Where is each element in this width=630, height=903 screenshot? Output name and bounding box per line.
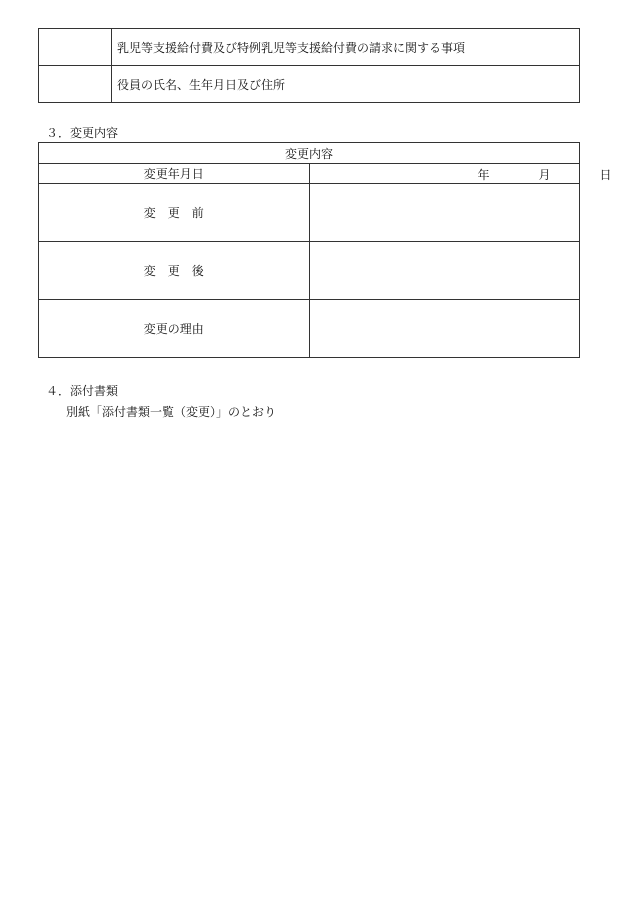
- change-date-label: 変更年月日: [39, 164, 310, 184]
- section-4-heading: ４．添付書類: [46, 384, 119, 398]
- item-label-cell: [39, 29, 112, 66]
- after-change-label: 変 更 後: [39, 242, 310, 300]
- items-table: [38, 28, 580, 103]
- section-3-heading: ３．変更内容: [46, 126, 119, 140]
- table-row: [39, 184, 580, 242]
- after-change-field[interactable]: [309, 242, 580, 300]
- day-label: 日: [599, 168, 612, 182]
- table-row: [39, 29, 580, 66]
- change-details-table: [38, 142, 612, 358]
- month-label: 月: [538, 168, 551, 182]
- item-label-cell: [39, 66, 112, 103]
- change-reason-label: 変更の理由: [39, 300, 310, 358]
- change-table-title: 変更内容: [39, 143, 580, 164]
- year-label: 年: [477, 168, 490, 182]
- change-date-field[interactable]: [309, 164, 612, 184]
- before-change-field[interactable]: [309, 184, 580, 242]
- change-reason-field[interactable]: [309, 300, 580, 358]
- table-row: [39, 300, 580, 358]
- item-value-cell: 役員の氏名、生年月日及び住所: [112, 66, 580, 103]
- before-change-label: 変 更 前: [39, 184, 310, 242]
- table-row: [39, 242, 580, 300]
- attachments-text: 別紙「添付書類一覧（変更）」のとおり: [66, 405, 277, 419]
- table-row: [39, 143, 580, 164]
- table-row: [39, 66, 580, 103]
- item-value-cell: 乳児等支援給付費及び特例乳児等支援給付費の請求に関する事項: [112, 29, 580, 66]
- table-row: [39, 164, 580, 184]
